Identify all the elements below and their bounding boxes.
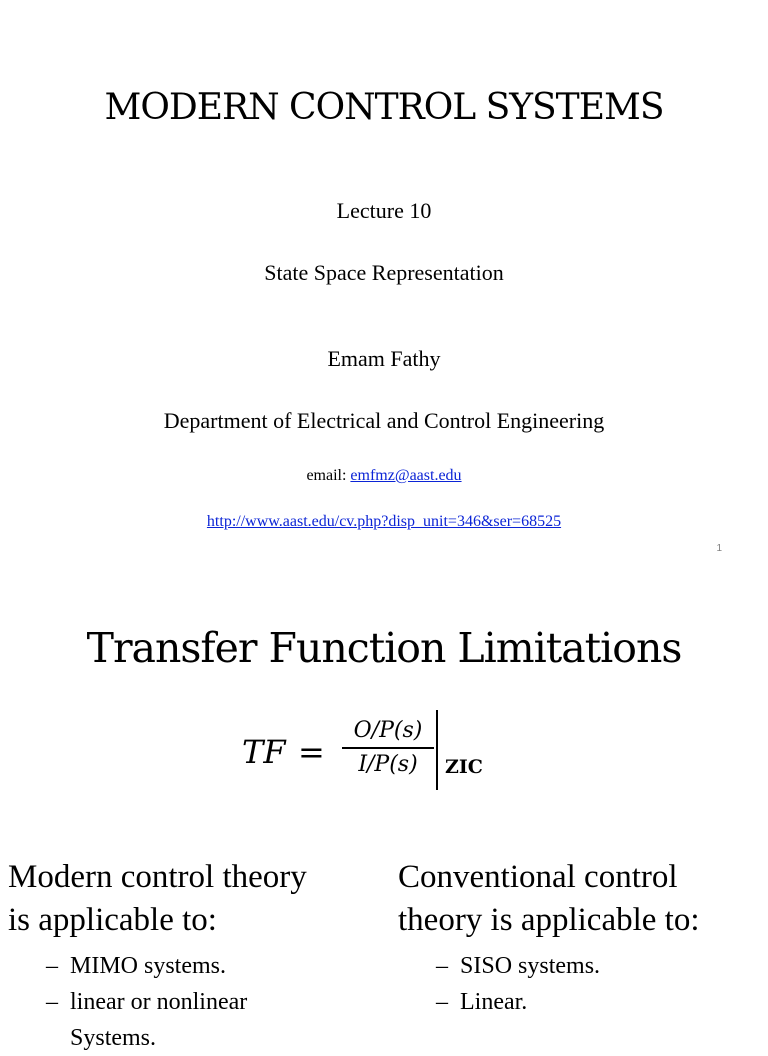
conventional-control-column xyxy=(398,856,768,1020)
url-line xyxy=(0,513,768,531)
content-slide xyxy=(0,568,768,1051)
slide-title: Transfer Function Limitations xyxy=(86,624,682,672)
email-line xyxy=(0,467,768,485)
page-number: 1 xyxy=(716,543,722,554)
heading-line: Conventional control xyxy=(398,859,678,895)
transfer-function-formula xyxy=(240,708,520,804)
email-label: email: xyxy=(306,467,351,484)
formula-equals: = xyxy=(298,733,325,771)
formula-lhs: TF xyxy=(242,733,286,771)
list-item-text: MIMO systems. xyxy=(70,953,227,979)
column-heading xyxy=(398,856,768,942)
list-item xyxy=(46,948,378,984)
formula-denominator: I/P(s) xyxy=(358,751,418,777)
formula-numerator: O/P(s) xyxy=(353,718,423,743)
email-link[interactable]: emfmz@aast.edu xyxy=(350,467,462,484)
evaluation-bar xyxy=(436,710,438,790)
heading-line: Modern control theory xyxy=(8,859,307,895)
lecture-subtitle: State Space Representation xyxy=(264,260,504,285)
list-item xyxy=(436,984,768,1020)
fraction-bar xyxy=(342,747,434,749)
bullet-list xyxy=(398,948,768,1020)
lecture-number: Lecture 10 xyxy=(336,198,432,223)
heading-line: theory is applicable to: xyxy=(398,902,700,938)
author-name: Emam Fathy xyxy=(327,346,441,371)
formula-fraction xyxy=(340,716,436,780)
profile-url-link[interactable]: http://www.aast.edu/cv.php?disp_unit=346&ser=68525 xyxy=(206,513,562,530)
modern-control-column xyxy=(8,856,378,1056)
department: Department of Electrical and Control Engineering xyxy=(163,408,605,433)
list-item-continuation: Systems. xyxy=(70,1025,157,1051)
dash-bullet: – xyxy=(436,989,448,1015)
bullet-list xyxy=(8,948,378,1056)
formula-condition: ZIC xyxy=(445,756,483,778)
list-item-text: Linear. xyxy=(460,989,528,1015)
list-item xyxy=(46,984,378,1056)
heading-line: is applicable to: xyxy=(8,902,217,938)
list-item-text: SISO systems. xyxy=(460,953,601,979)
dash-bullet: – xyxy=(436,953,448,979)
dash-bullet: – xyxy=(46,989,58,1015)
dash-bullet: – xyxy=(46,953,58,979)
slide-title: MODERN CONTROL SYSTEMS xyxy=(104,87,664,128)
list-item xyxy=(436,948,768,984)
column-heading xyxy=(8,856,378,942)
list-item-text: linear or nonlinear xyxy=(70,989,248,1015)
